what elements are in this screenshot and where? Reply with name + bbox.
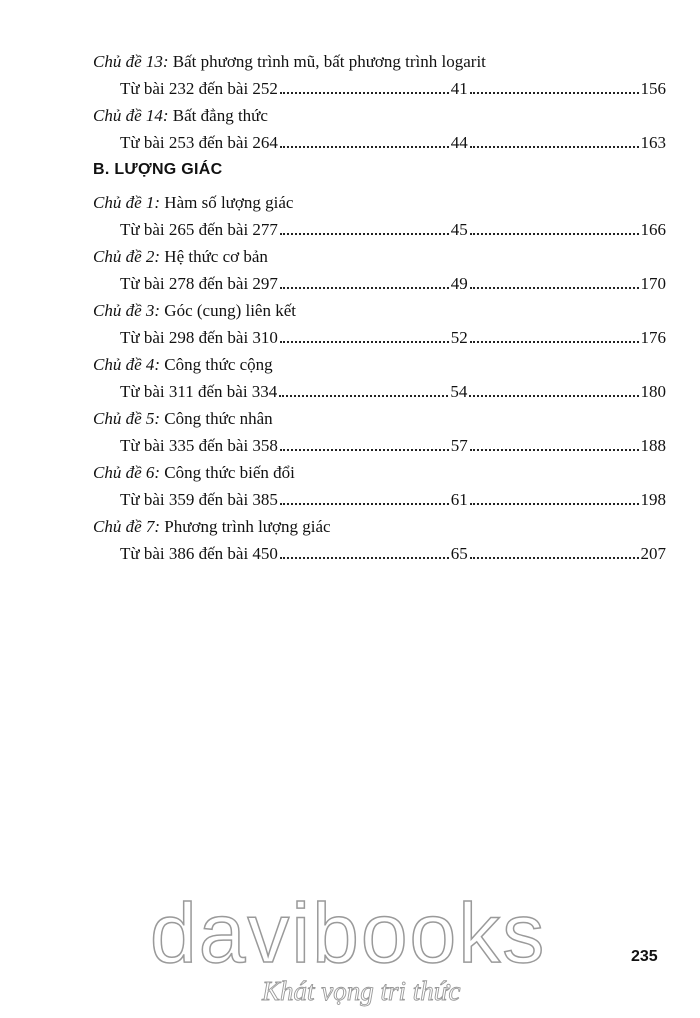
topic-label: Chủ đề 14: (93, 106, 169, 125)
problem-page: 45 (450, 220, 468, 239)
entry-range-line (120, 132, 666, 152)
watermark-tagline: Khát vọng tri thức (262, 976, 461, 1006)
entry-range-line (120, 381, 666, 401)
topic-label: Chủ đề 5: (93, 409, 161, 428)
solution-page: 198 (640, 490, 666, 509)
dot-leader (280, 489, 449, 505)
entry-range-line (120, 435, 666, 455)
dot-leader (280, 273, 449, 289)
problem-page: 61 (450, 490, 468, 509)
problem-range: Từ bài 232 đến bài 252 (120, 79, 278, 98)
dot-leader (470, 489, 639, 505)
topic-name: Góc (cung) liên kết (160, 301, 296, 320)
solution-page: 156 (640, 79, 666, 98)
topic-label: Chủ đề 7: (93, 517, 161, 536)
entry-range-line (120, 489, 666, 509)
problem-range: Từ bài 335 đến bài 358 (120, 436, 278, 455)
dot-leader (280, 132, 449, 148)
topic-name: Bất phương trình mũ, bất phương trình logarit (168, 52, 486, 71)
dot-leader (280, 78, 449, 94)
solution-page: 188 (640, 436, 666, 455)
problem-range: Từ bài 386 đến bài 450 (120, 544, 278, 563)
dot-leader (279, 381, 448, 397)
entry-title (93, 52, 486, 72)
problem-range: Từ bài 265 đến bài 277 (120, 220, 278, 239)
page-number: 235 (631, 948, 658, 965)
section-heading: B. LƯỢNG GIÁC (93, 161, 223, 178)
dot-leader (280, 219, 449, 235)
entry-range-line (120, 327, 666, 347)
dot-leader (470, 435, 639, 451)
topic-name: Hệ thức cơ bản (160, 247, 268, 266)
topic-name: Công thức biến đổi (160, 463, 295, 482)
dot-leader (470, 327, 639, 343)
dot-leader (470, 132, 639, 148)
problem-page: 54 (450, 382, 468, 401)
entry-title (93, 193, 293, 213)
entry-title (93, 463, 295, 483)
problem-page: 57 (450, 436, 468, 455)
solution-page: 207 (640, 544, 666, 563)
topic-label: Chủ đề 13: (93, 52, 169, 71)
solution-page: 180 (640, 382, 666, 401)
problem-page: 52 (450, 328, 468, 347)
problem-range: Từ bài 298 đến bài 310 (120, 328, 278, 347)
dot-leader (470, 219, 639, 235)
topic-label: Chủ đề 2: (93, 247, 161, 266)
problem-page: 49 (450, 274, 468, 293)
solution-page: 170 (640, 274, 666, 293)
entry-title (93, 247, 268, 267)
topic-name: Công thức cộng (160, 355, 273, 374)
topic-label: Chủ đề 4: (93, 355, 161, 374)
entry-title (93, 355, 273, 375)
dot-leader (280, 543, 449, 559)
watermark-logo: davibooks (150, 886, 547, 980)
dot-leader (280, 327, 449, 343)
topic-label: Chủ đề 1: (93, 193, 161, 212)
topic-name: Phương trình lượng giác (160, 517, 331, 536)
entry-range-line (120, 273, 666, 293)
topic-label: Chủ đề 3: (93, 301, 161, 320)
entry-title (93, 517, 331, 537)
entry-title (93, 301, 296, 321)
solution-page: 163 (640, 133, 666, 152)
topic-name: Công thức nhân (160, 409, 273, 428)
entry-title (93, 106, 268, 126)
entry-range-line (120, 219, 666, 239)
problem-range: Từ bài 311 đến bài 334 (120, 382, 278, 401)
dot-leader (280, 435, 449, 451)
entry-range-line (120, 543, 666, 563)
solution-page: 166 (640, 220, 666, 239)
topic-name: Bất đẳng thức (168, 106, 268, 125)
problem-page: 65 (450, 544, 468, 563)
dot-leader (470, 543, 639, 559)
topic-name: Hàm số lượng giác (160, 193, 294, 212)
problem-range: Từ bài 359 đến bài 385 (120, 490, 278, 509)
problem-range: Từ bài 278 đến bài 297 (120, 274, 278, 293)
problem-page: 41 (450, 79, 468, 98)
solution-page: 176 (640, 328, 666, 347)
dot-leader (470, 78, 639, 94)
dot-leader (469, 381, 638, 397)
entry-range-line (120, 78, 666, 98)
dot-leader (470, 273, 639, 289)
topic-label: Chủ đề 6: (93, 463, 161, 482)
entry-title (93, 409, 273, 429)
problem-range: Từ bài 253 đến bài 264 (120, 133, 278, 152)
problem-page: 44 (450, 133, 468, 152)
